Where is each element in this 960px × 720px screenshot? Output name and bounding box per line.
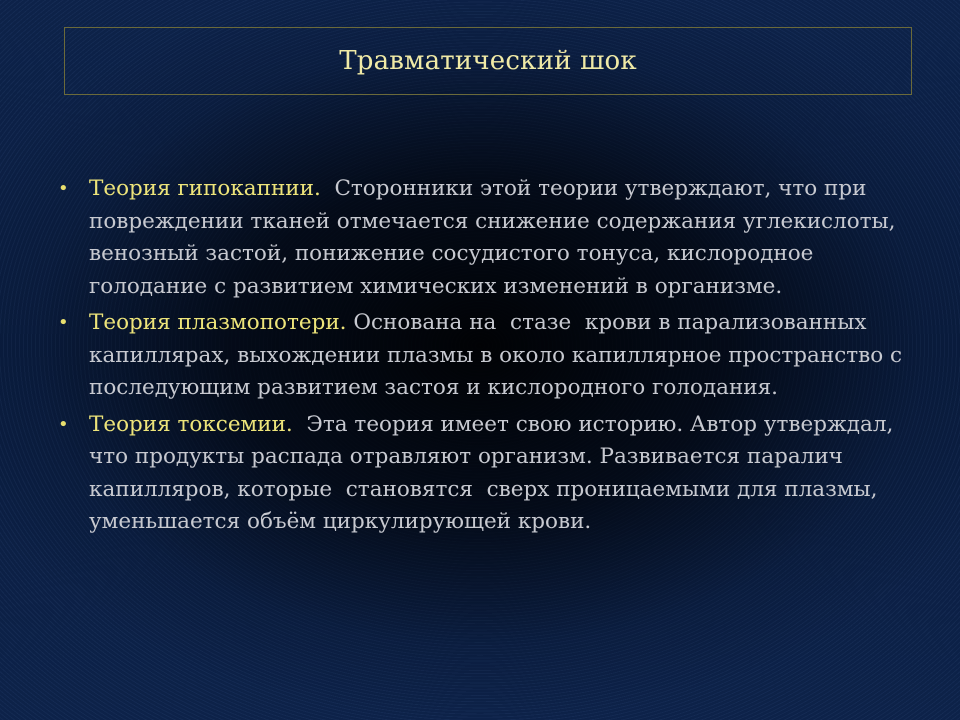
theory-term: Теория токсемии. (89, 411, 293, 437)
theory-description: Основана на стазе крови в парализованных капиллярах, выхождении плазмы в около капиллярное пространство с последующим развитием застоя и кислородного голодания. (89, 310, 909, 400)
bullet-item-hypocapnia (56, 173, 906, 303)
slide-title: Травматический шок (339, 46, 637, 76)
bullet-icon: • (58, 312, 69, 333)
title-box (64, 27, 912, 95)
theory-description: Сторонники этой теории утверждают, что при повреждении тканей отмечается снижение содержания углекислоты, венозный застой, понижение сосудистого тонуса, кислородное голодание с развитием химических изменений в организме. (89, 176, 903, 299)
bullet-list (56, 173, 909, 543)
bullet-item-plasma-loss (56, 307, 909, 405)
theory-term: Теория гипокапнии. (89, 176, 321, 201)
theory-term: Теория плазмопотери. (89, 310, 347, 335)
bullet-item-toxemia (56, 409, 906, 539)
theory-description: Эта теория имеет свою историю. Автор утверждал, что продукты распада отравляют организм. Развивается паралич капилляров, которые становятся сверх проницаемыми для плазмы, уменьшается объём циркулирующей крови. (89, 411, 901, 534)
bullet-icon: • (58, 413, 69, 435)
bullet-icon: • (58, 178, 69, 199)
